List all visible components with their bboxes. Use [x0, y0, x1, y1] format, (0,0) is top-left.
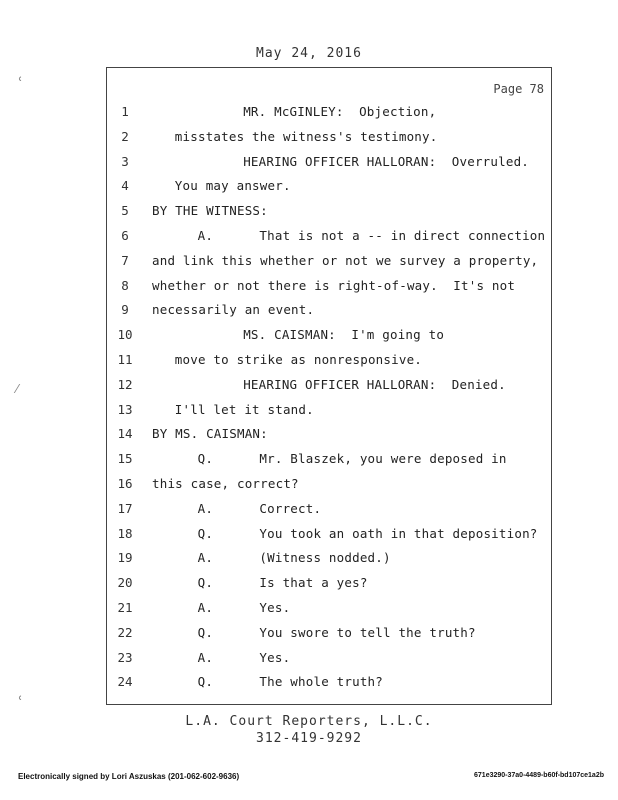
line-number: 3: [121, 153, 129, 169]
line-number: 18: [117, 525, 133, 541]
line-text: Q. The whole truth?: [197, 674, 384, 690]
transcript-line: [106, 398, 552, 423]
transcript-line: [106, 373, 552, 398]
line-number: 8: [121, 277, 129, 293]
line-number: 11: [117, 351, 133, 367]
scan-mark-icon: ⁄: [16, 382, 19, 396]
line-text: A. (Witness nodded.): [197, 550, 391, 566]
line-number: 23: [117, 649, 133, 665]
transcript-line: [106, 497, 552, 522]
line-text: move to strike as nonresponsive.: [174, 351, 423, 367]
transcript-line: [106, 646, 552, 671]
line-text: and link this whether or not we survey a property,: [152, 252, 539, 268]
line-text: BY THE WITNESS:: [152, 203, 268, 219]
transcript-line: [106, 174, 552, 199]
transcript-line: [106, 571, 552, 596]
line-text: Q. You took an oath in that deposition?: [197, 525, 538, 541]
line-number: 16: [117, 475, 133, 491]
line-text: MS. CAISMAN: I'm going to: [243, 327, 445, 343]
line-number: 6: [121, 227, 129, 243]
line-text: Q. Mr. Blaszek, you were deposed in: [197, 451, 507, 467]
line-text: misstates the witness's testimony.: [174, 128, 438, 144]
line-number: 2: [121, 128, 129, 144]
line-number: 7: [121, 252, 129, 268]
line-text: MR. McGINLEY: Objection,: [243, 104, 437, 119]
transcript-line: [106, 472, 552, 497]
line-number: 20: [117, 575, 133, 591]
line-number: 10: [117, 327, 133, 343]
line-text: A. That is not a -- in direct connection: [197, 227, 546, 243]
line-number: 24: [117, 674, 133, 690]
transcript-date: May 24, 2016: [256, 46, 362, 61]
transcript-line: [106, 447, 552, 472]
reporter-footer: [0, 713, 618, 747]
transcript-line: [106, 125, 552, 150]
line-text: necessarily an event.: [152, 302, 315, 318]
line-number: 4: [121, 178, 129, 194]
line-text: HEARING OFFICER HALLORAN: Overruled.: [243, 153, 530, 169]
line-number: 21: [117, 599, 133, 615]
line-text: whether or not there is right-of-way. It's not: [152, 277, 516, 293]
page-number: Page 78: [493, 82, 544, 96]
line-text: Q. You swore to tell the truth?: [197, 624, 476, 640]
reporter-company: L.A. Court Reporters, L.L.C.: [185, 714, 433, 729]
line-number: 22: [117, 624, 133, 640]
transcript-line: [106, 150, 552, 175]
transcript-line: [106, 422, 552, 447]
transcript-line: [106, 323, 552, 348]
transcript-line: [106, 670, 552, 695]
line-text: You may answer.: [174, 178, 291, 194]
line-text: HEARING OFFICER HALLORAN: Denied.: [243, 376, 506, 392]
line-number: 9: [121, 302, 129, 318]
line-text: Q. Is that a yes?: [197, 575, 368, 591]
document-hash: 671e3290-37a0-4489-b60f-bd107ce1a2b: [474, 772, 604, 779]
line-number: 12: [117, 376, 133, 392]
line-number: 14: [117, 426, 133, 442]
line-text: BY MS. CAISMAN:: [152, 426, 268, 442]
transcript-line: [106, 546, 552, 571]
transcript-lines: [106, 100, 552, 695]
line-number: 17: [117, 500, 133, 516]
line-text: A. Correct.: [197, 500, 322, 516]
reporter-phone: 312-419-9292: [256, 731, 362, 746]
transcript-line: [106, 199, 552, 224]
transcript-line: [106, 274, 552, 299]
transcript-line: [106, 224, 552, 249]
line-number: 15: [117, 451, 133, 467]
line-text: A. Yes.: [197, 649, 291, 665]
transcript-line: [106, 596, 552, 621]
line-text: I'll let it stand.: [174, 401, 314, 417]
transcript-line: [106, 621, 552, 646]
line-text: this case, correct?: [152, 475, 299, 491]
transcript-line: [106, 522, 552, 547]
transcript-line: [106, 249, 552, 274]
scan-mark-icon: ʿ: [18, 74, 23, 93]
transcript-line: [106, 298, 552, 323]
electronic-signature: Electronically signed by Lori Aszuskas (201-062-602-9636): [18, 772, 240, 781]
line-text: A. Yes.: [197, 599, 291, 615]
line-number: 19: [117, 550, 133, 566]
line-number: 5: [121, 203, 129, 219]
transcript-line: [106, 348, 552, 373]
line-number: 1: [121, 104, 129, 119]
line-number: 13: [117, 401, 133, 417]
transcript-line: [106, 100, 552, 125]
scan-mark-icon: ʿ: [18, 693, 23, 712]
